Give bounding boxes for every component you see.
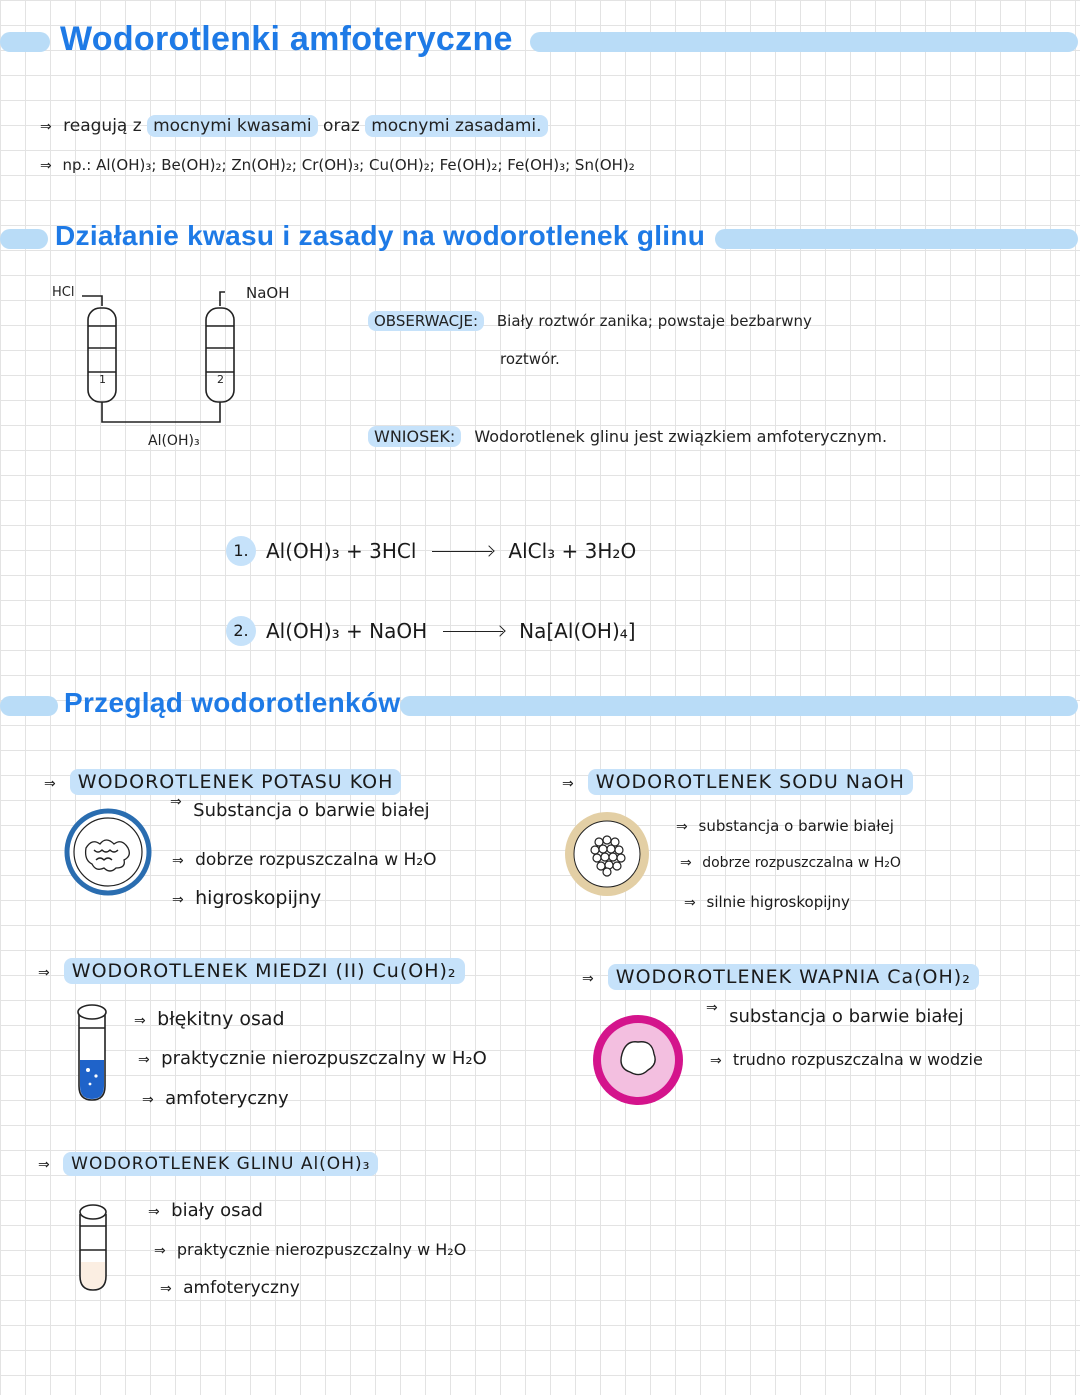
observations: OBSERWACJE: Biały roztwór zanika; powstaje bezbarwny [368,312,812,330]
highlight-acids: mocnymi kwasami [147,115,318,137]
equation-2: 2. Al(OH)₃ + NaOH Na[Al(OH)₄] [226,616,636,646]
aloh3-title: ⇒ WODOROTLENEK GLINU Al(OH)₃ [38,1154,378,1174]
section-title-experiment: Działanie kwasu i zasady na wodorotlenek glinu [55,220,706,251]
naoh-prop-1: ⇒ substancja o barwie białej [676,817,894,835]
tube-1-number: 1 [99,373,106,386]
arrow-icon: ⇒ [706,1000,718,1016]
cuoh2-prop-1: ⇒ błękitny osad [134,1008,285,1030]
koh-prop-3: ⇒ higroskopijny [172,887,322,909]
reaction-arrow-icon [443,631,503,632]
section-title-overview: Przegląd wodorotlenków [64,687,401,718]
equation-number: 1. [226,536,256,566]
section-bar-left [0,696,58,716]
caoh2-sample-icon [590,1012,686,1108]
arrow-icon: ⇒ [562,776,575,792]
page-title: Wodorotlenki amfoteryczne [60,20,513,58]
cuoh2-title: ⇒ WODOROTLENEK MIEDZI (II) Cu(OH)₂ [38,960,465,982]
equation-1: 1. Al(OH)₃ + 3HCl AlCl₃ + 3H₂O [226,536,636,566]
arrow-icon: ⇒ [154,1243,166,1259]
cuoh2-prop-2: ⇒ praktycznie nierozpuszczalny w H₂O [138,1048,487,1069]
koh-title: ⇒ WODOROTLENEK POTASU KOH [44,771,401,793]
koh-sample-icon [64,808,152,896]
equation-number: 2. [226,616,256,646]
arrow-icon: ⇒ [40,119,52,135]
naoh-prop-2: ⇒ dobrze rozpuszczalna w H₂O [680,855,901,871]
arrow-icon: ⇒ [142,1092,154,1108]
highlight-bases: mocnymi zasadami. [365,115,547,137]
caoh2-prop-2: ⇒ trudno rozpuszczalna w wodzie [710,1050,983,1069]
aloh3-test-tube-icon [72,1200,114,1296]
cuoh2-prop-3: ⇒ amfoteryczny [142,1088,289,1109]
arrow-icon: ⇒ [160,1281,172,1297]
conclusion-label: WNIOSEK: [368,426,461,447]
section-bar-left [0,229,48,249]
section-bar-right [715,229,1078,249]
arrow-icon: ⇒ [172,892,184,908]
label-hcl: HCl [52,285,75,300]
koh-prop-2: ⇒ dobrze rozpuszczalna w H₂O [172,850,437,870]
arrow-icon: ⇒ [680,855,692,871]
naoh-prop-3: ⇒ silnie higroskopijny [684,893,850,911]
aloh3-prop-3: ⇒ amfoteryczny [160,1278,300,1298]
naoh-sample-icon [563,810,651,898]
caoh2-title: ⇒ WODOROTLENEK WAPNIA Ca(OH)₂ [582,966,979,988]
arrow-icon: ⇒ [38,965,51,981]
naoh-title: ⇒ WODOROTLENEK SODU NaOH [562,771,913,793]
label-aloh3: Al(OH)₃ [148,433,200,449]
reaction-arrow-icon [432,551,492,552]
section-bar-right [400,696,1078,716]
conclusion: WNIOSEK: Wodorotlenek glinu jest związkiem amfoterycznym. [368,427,887,446]
tube-2-number: 2 [217,373,224,386]
arrow-icon: ⇒ [138,1052,150,1068]
intro-line-2: ⇒ np.: Al(OH)₃; Be(OH)₂; Zn(OH)₂; Cr(OH)₃; Cu(OH)₂; Fe(OH)₂; Fe(OH)₃; Sn(OH)₂ [40,156,635,174]
caoh2-prop-1: ⇒ substancja o barwie białej [706,1000,964,1027]
arrow-icon: ⇒ [40,158,52,174]
koh-prop-1: ⇒ Substancja o barwie białej [170,794,430,821]
arrow-icon: ⇒ [148,1204,160,1220]
arrow-icon: ⇒ [684,895,696,911]
label-naoh: NaOH [246,284,290,302]
intro-line-1: ⇒ reagują z mocnymi kwasami oraz mocnymi zasadami. [40,116,548,136]
cuoh2-test-tube-icon [70,1000,114,1106]
arrow-icon: ⇒ [44,776,57,792]
arrow-icon: ⇒ [710,1053,722,1069]
arrow-icon: ⇒ [582,971,595,987]
title-bar-left [0,32,50,52]
arrow-icon: ⇒ [676,819,688,835]
arrow-icon: ⇒ [172,853,184,869]
observations-label: OBSERWACJE: [368,311,484,331]
arrow-icon: ⇒ [38,1157,51,1173]
aloh3-prop-2: ⇒ praktycznie nierozpuszczalny w H₂O [154,1240,467,1259]
arrow-icon: ⇒ [134,1013,146,1029]
observations-cont: roztwór. [500,350,560,368]
title-bar-right [530,32,1078,52]
aloh3-prop-1: ⇒ biały osad [148,1200,263,1221]
arrow-icon: ⇒ [170,794,182,810]
